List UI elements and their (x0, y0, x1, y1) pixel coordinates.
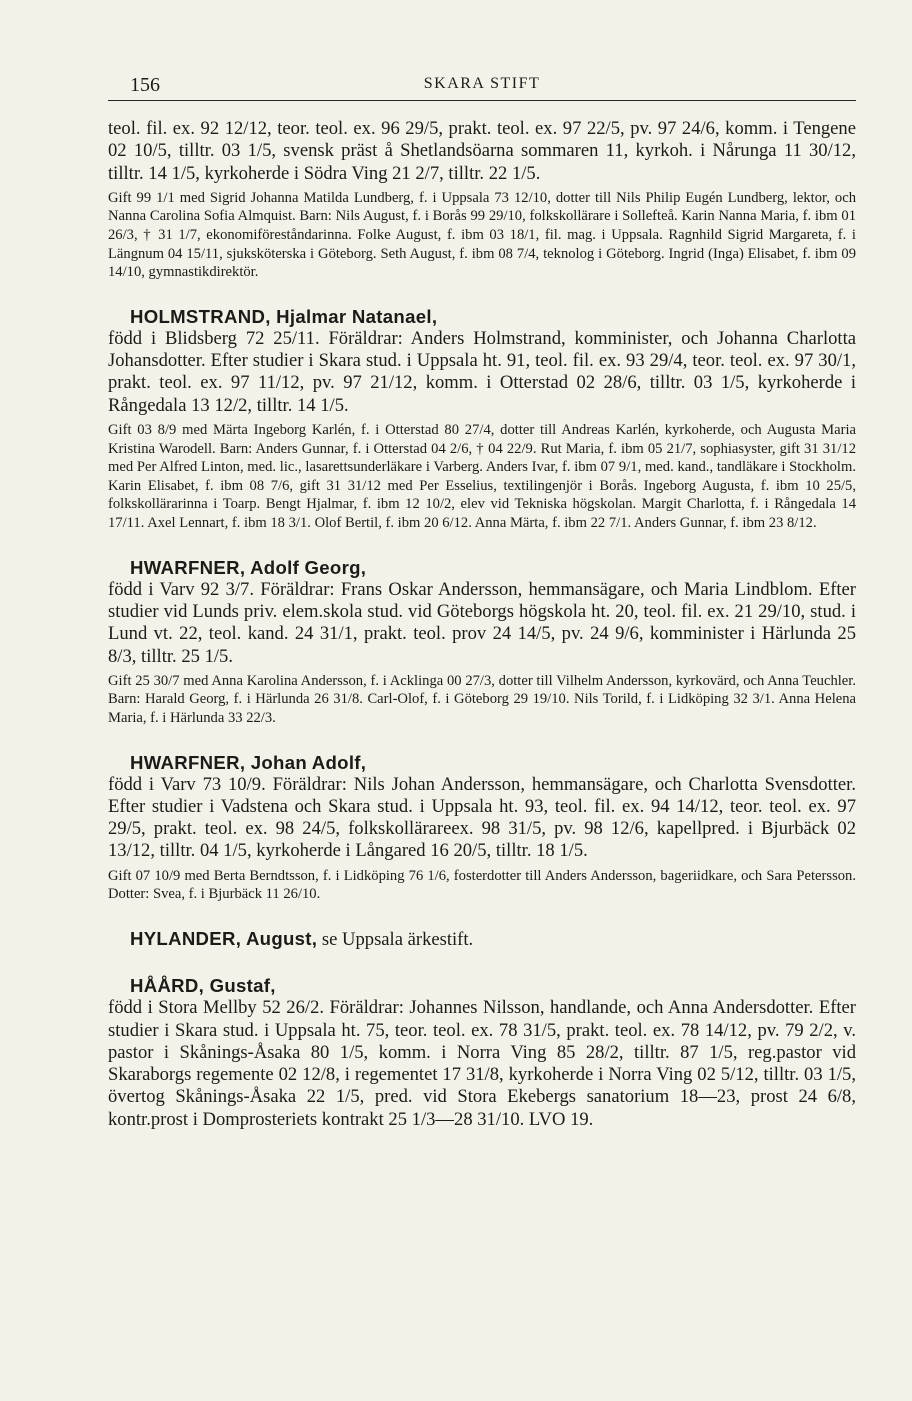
entry-name: HWARFNER, Adolf Georg, (130, 556, 367, 578)
entry-main-text: född i Varv 92 3/7. Föräldrar: Frans Oskar Andersson, hemmansägare, och Maria Lindblom. Efter studier vid Lunds priv. elem.skola stud. vid Göteborgs högskola ht. 20, teol. fil. ex. 21 29/10, stud. i Lund vt. 22, teol. kand. 24 31/1, prakt. teol. prov 24 14/5, pv. 24 9/6, komminister i Härlunda 25 8/3, tilltr. 25 1/5. (108, 578, 856, 667)
entry-main-text: se Uppsala ärkestift. (321, 928, 474, 950)
page-number: 156 (130, 74, 160, 96)
entry-hwarfner-adolf (108, 557, 856, 728)
entry-name: HOLMSTRAND, Hjalmar Natanael, (130, 305, 438, 327)
running-title: SKARA STIFT (423, 75, 541, 92)
entry-hylander (108, 928, 856, 951)
entry-family-text: Gift 03 8/9 med Märta Ingeborg Karlén, f. i Otterstad 80 27/4, dotter till Andreas Karlén, kyrkoherde, och Augusta Maria Kristina Warodell. Barn: Anders Gunnar, f. i Otterstad 04 2/6, † 04 22/9. Rut Maria, f. ibm 05 21/7, sophiasyster, gift 31 31/12 med Per Alfred Linton, med. lic., lasarettsunderläkare i Varberg. Anders Ivar, f. ibm 07 9/1, med. kand., tandläkare i Stockholm. Karin Elisabet, f. ibm 08 7/6, gift 31 31/12 med Per Esselius, textilingenjör i Borås. Ingeborg Augusta, f. ibm 10 25/5, folkskollärarinna i Toarp. Bengt Hjalmar, f. ibm 12 10/2, elev vid Tekniska högskolan. Margit Charlotta, f. i Rångedala 14 17/11. Axel Lennart, f. ibm 18 3/1. Olof Bertil, f. ibm 20 6/12. Anna Märta, f. ibm 22 7/1. Anders Gunnar, f. ibm 23 8/12. (108, 422, 856, 532)
entry-main-text: född i Varv 73 10/9. Föräldrar: Nils Johan Andersson, hemmansägare, och Charlotta Svensdotter. Efter studier i Vadstena och Skara stud. i Uppsala ht. 93, teol. fil. ex. 94 14/12, teor. teol. ex. 97 29/5, prakt. teol. ex. 98 24/5, folkskollärareex. 98 31/5, pv. 98 12/6, kapellpred. i Bjurbäck 02 13/12, tilltr. 04 1/5, kyrkoherde i Långared 16 20/5, tilltr. 18 1/5. (108, 773, 856, 862)
entry-main-text: teol. fil. ex. 92 12/12, teor. teol. ex. 96 29/5, prakt. teol. ex. 97 22/5, pv. 97 24/6, komm. i Tengene 02 10/5, tilltr. 03 1/5, svensk präst å Shetlandsöarna sommaren 11, kyrkoh. i Nårunga 11 30/12, tilltr. 14 1/5, kyrkoherde i Södra Ving 21 2/7, tilltr. 22 1/5. (108, 118, 856, 184)
entry-name: HWARFNER, Johan Adolf, (130, 751, 367, 773)
entry-family-text: Gift 99 1/1 med Sigrid Johanna Matilda Lundberg, f. i Uppsala 73 12/10, dotter till Nils Philip Eugén Lundberg, lektor, och Nanna Carolina Sofia Almquist. Barn: Nils August, f. i Borås 99 29/10, folkskollärare i Sollefteå. Karin Nanna Maria, f. ibm 01 26/3, † 31 1/7, ekonomiföreståndarinna. Folke August, f. ibm 03 18/1, fil. mag. i Uppsala. Ragnhild Sigrid Margareta, f. i Längnum 04 15/11, sjuksköterska i Göteborg. Seth August, f. ibm 08 7/4, teknolog i Göteborg. Ingrid (Inga) Elisabet, f. ibm 09 14/10, gymnastikdirektör. (108, 189, 856, 281)
entry-continuation (108, 118, 856, 282)
entry-main-text: född i Blidsberg 72 25/11. Föräldrar: Anders Holmstrand, komminister, och Johanna Charlotta Johansdotter. Efter studier i Skara stud. i Uppsala ht. 91, teol. fil. ex. 93 29/4, teor. teol. ex. 97 30/1, prakt. teol. ex. 97 11/12, pv. 97 21/12, komm. i Otterstad 02 28/6, tilltr. 03 1/5, kyrkoherde i Rångedala 13 12/2, tilltr. 14 1/5. (108, 327, 856, 416)
entry-name: HYLANDER, August, (130, 927, 318, 949)
entry-hwarfner-johan (108, 752, 856, 904)
page-header (108, 72, 856, 101)
page-body (108, 118, 856, 1131)
entry-haard (108, 975, 856, 1131)
entry-name: HÅÅRD, Gustaf, (130, 975, 276, 997)
entry-family-text: Gift 07 10/9 med Berta Berndtsson, f. i Lidköping 76 1/6, fosterdotter till Anders Andersson, bageriidkare, och Sara Petersson. Dotter: Svea, f. i Bjurbäck 11 26/10. (108, 867, 856, 903)
entry-main-text: född i Stora Mellby 52 26/2. Föräldrar: Johannes Nilsson, handlande, och Anna Andersdotter. Efter studier i Skara stud. i Uppsala ht. 75, teor. teol. ex. 78 31/5, prakt. teol. ex. 78 14/12, pv. 79 2/2, v. pastor i Skånings-Åsaka 80 1/5, komm. i Norra Ving 85 28/2, tilltr. 87 1/5, reg.pastor vid Skaraborgs regemente 02 12/8, i regementet 17 31/8, kyrkoherde i Norra Ving 02 5/12, tilltr. 03 1/5, övertog Skånings-Åsaka 22 1/5, pred. vid Stora Ekebergs sanatorium 18—23, prost 24 6/8, kontr.prost i Domprosteriets kontrakt 25 1/3—28 31/10. LVO 19. (108, 997, 856, 1130)
entry-reference-line (108, 928, 856, 951)
entry-holmstrand (108, 306, 856, 533)
entry-family-text: Gift 25 30/7 med Anna Karolina Andersson, f. i Acklinga 00 27/3, dotter till Vilhelm Andersson, kyrkovärd, och Anna Teuchler. Barn: Harald Georg, f. i Härlunda 26 31/8. Carl-Olof, f. i Göteborg 29 19/10. Nils Torild, f. i Lidköping 32 3/1. Anna Helena Maria, f. i Härlunda 33 22/3. (108, 672, 856, 726)
